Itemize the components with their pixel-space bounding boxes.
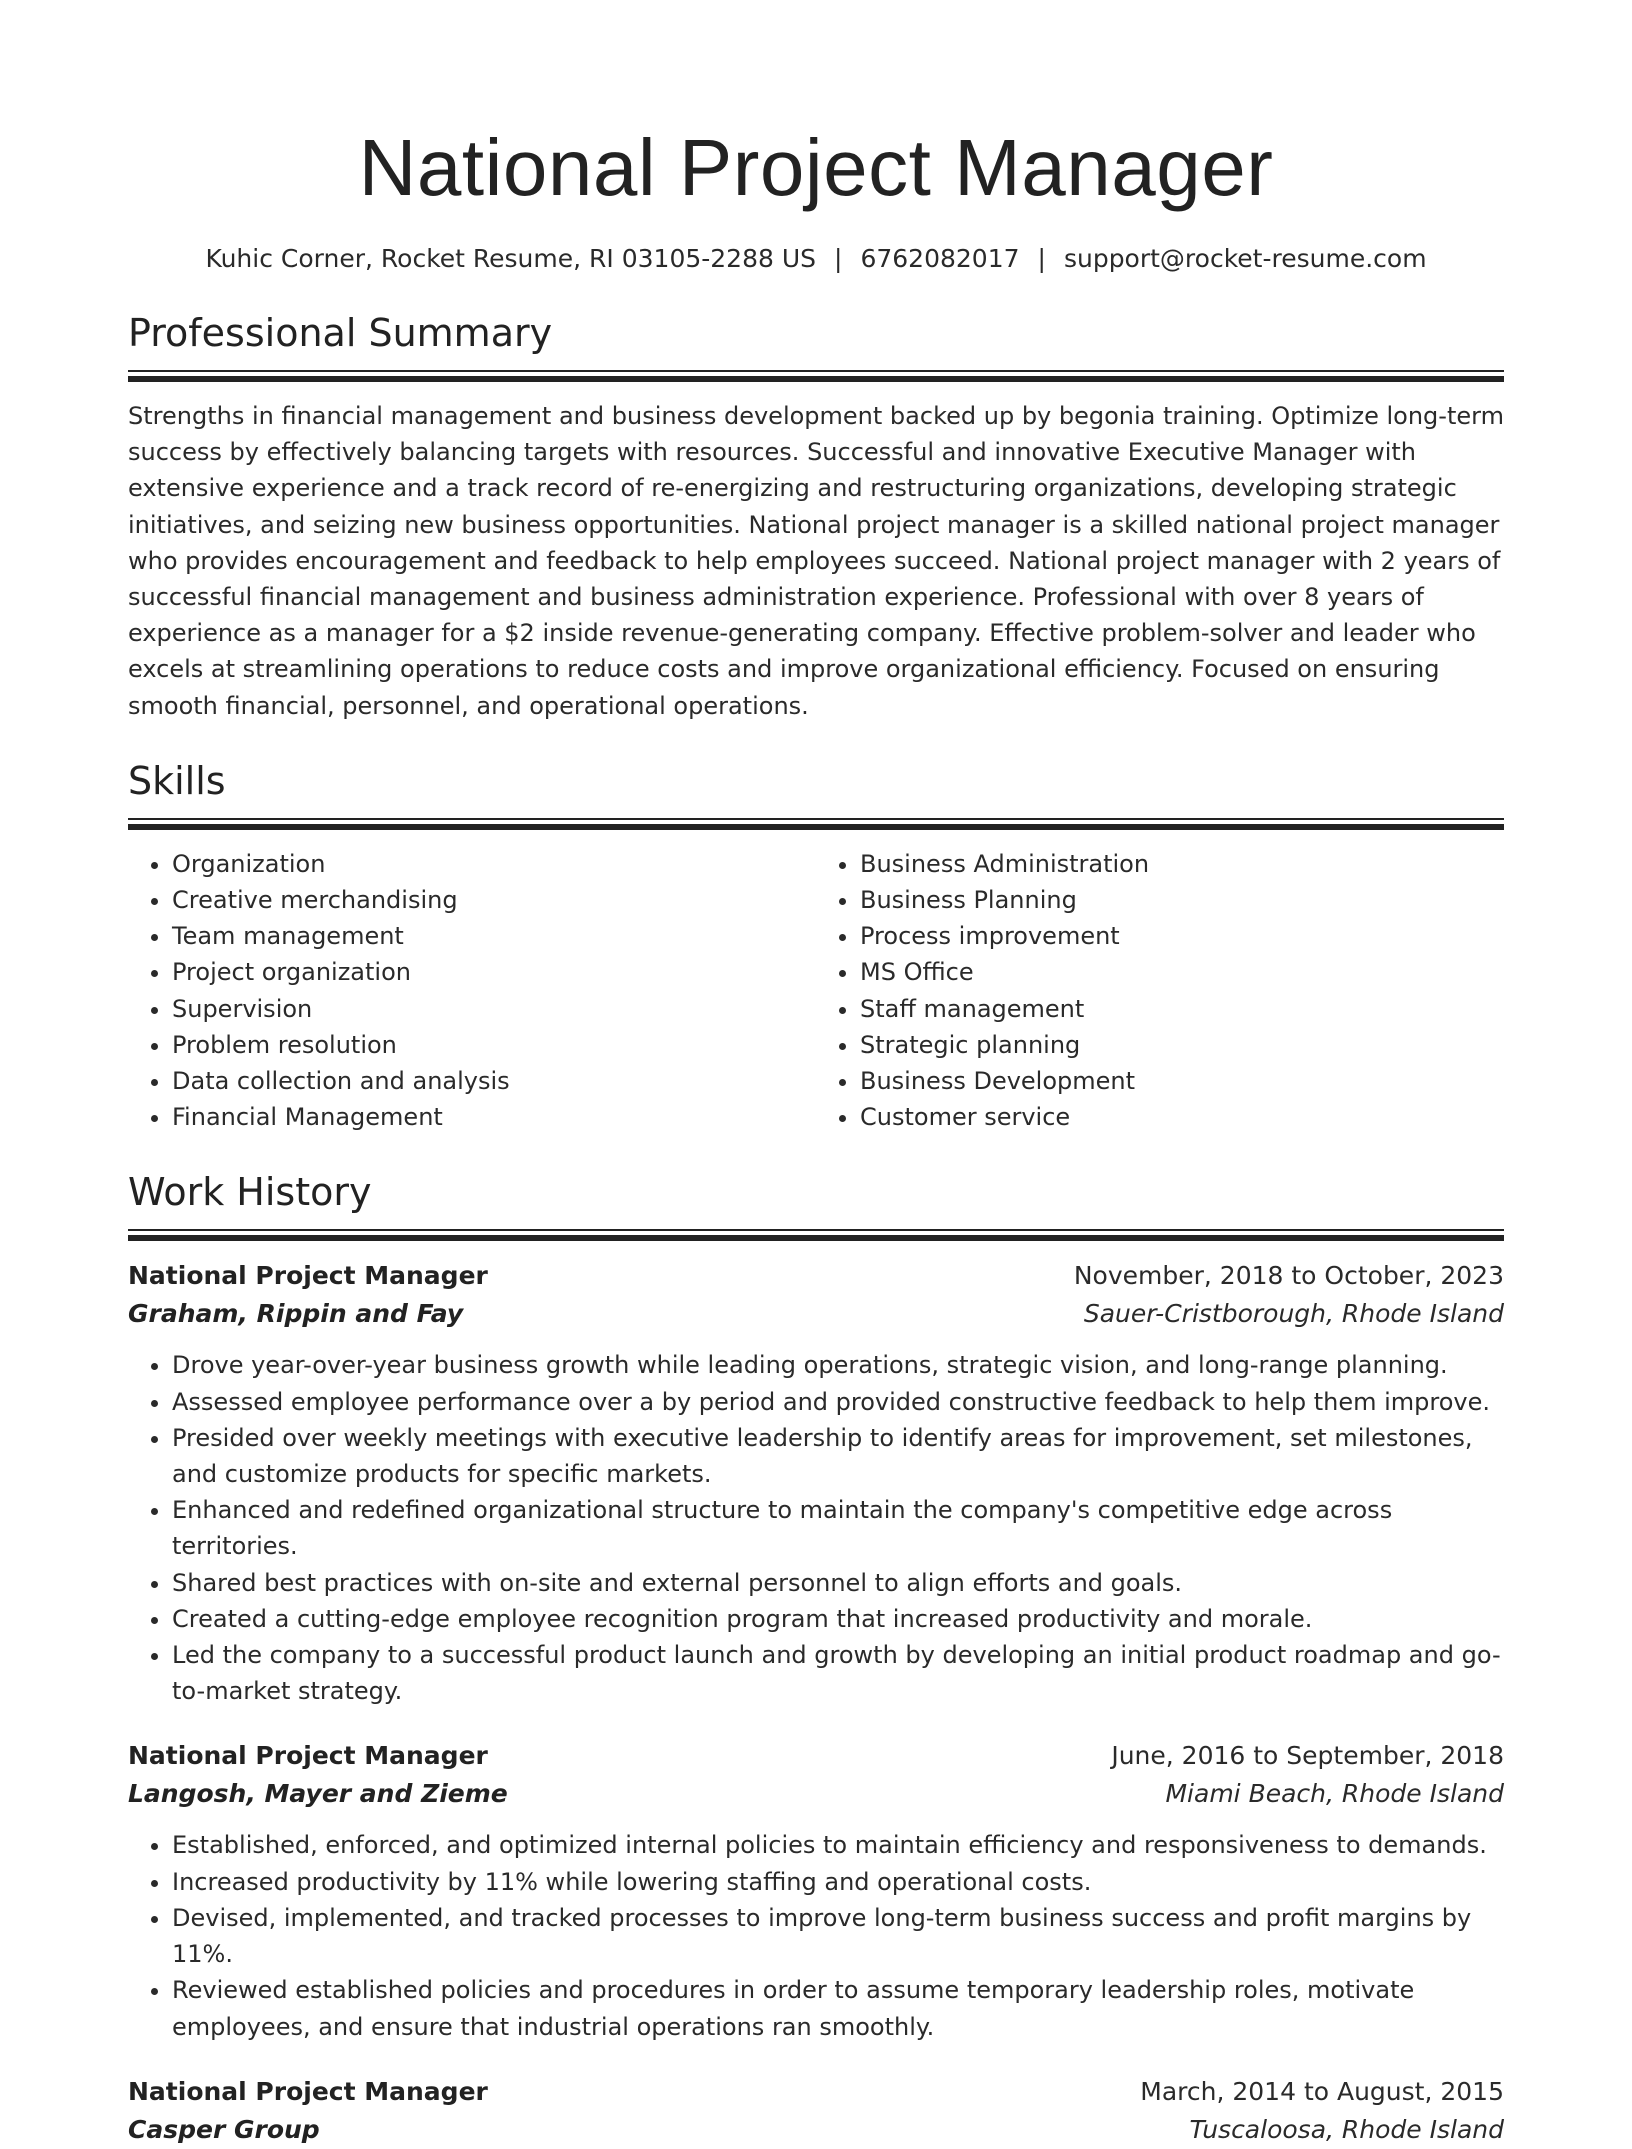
skill-item: • Customer service (860, 1099, 1504, 1135)
work-section (128, 1169, 1504, 2148)
skills-list-right (816, 846, 1504, 1136)
job-location: Miami Beach, Rhode Island (1165, 1779, 1504, 1809)
job-entry (128, 2073, 1504, 2149)
skill-item: • Business Administration (860, 846, 1504, 882)
job-company-row (128, 1775, 1504, 1813)
skill-item: • Staff management (860, 991, 1504, 1027)
job-bullet: • Reviewed established policies and procedures in order to assume temporary leadership roles, motivate employees, and ensure that industrial operations ran smoothly. (172, 1972, 1504, 2044)
job-entry (128, 1737, 1504, 2044)
skill-item: • Data collection and analysis (172, 1063, 816, 1099)
skill-item: • MS Office (860, 954, 1504, 990)
skill-item: • Supervision (172, 991, 816, 1027)
job-bullet: • Assessed employee performance over a by period and provided constructive feedback to help them improve. (172, 1384, 1504, 1420)
job-company: Casper Group (128, 2114, 320, 2144)
job-header-row (128, 1257, 1504, 1295)
job-bullet: • Increased productivity by 11% while lowering staffing and operational costs. (172, 1864, 1504, 1900)
job-header-row (128, 1737, 1504, 1775)
job-title: National Project Manager (128, 2076, 488, 2106)
skill-item: • Problem resolution (172, 1027, 816, 1063)
skill-item: • Project organization (172, 954, 816, 990)
job-company-row (128, 1295, 1504, 1333)
skills-section (128, 758, 1504, 1136)
skill-item: • Financial Management (172, 1099, 816, 1135)
skill-item: • Team management (172, 918, 816, 954)
resume-title: National Project Manager (358, 123, 1274, 212)
job-bullet: • Presided over weekly meetings with executive leadership to identify areas for improvement, set milestones, and customize products for specific markets. (172, 1420, 1504, 1492)
job-entry (128, 1257, 1504, 1709)
job-bullet: • Devised, implemented, and tracked processes to improve long-term business success and profit margins by 11%. (172, 1900, 1504, 1972)
section-heading-work: Work History (128, 1170, 372, 1215)
skill-item: • Strategic planning (860, 1027, 1504, 1063)
job-company: Langosh, Mayer and Zieme (128, 1779, 508, 1809)
section-divider (128, 1229, 1504, 1241)
contact-phone: 6762082017 (860, 244, 1020, 273)
job-title: National Project Manager (128, 1741, 488, 1771)
skill-item: • Business Development (860, 1063, 1504, 1099)
job-bullet: • Led the company to a successful product launch and growth by developing an initial product roadmap and go-to-market strategy. (172, 1637, 1504, 1709)
job-bullet: • Established, enforced, and optimized internal policies to maintain efficiency and responsiveness to demands. (172, 1827, 1504, 1863)
job-header-row (128, 2073, 1504, 2111)
skills-list-left (128, 846, 816, 1136)
summary-text: Strengths in financial management and business development backed up by begonia training. Optimize long-term success by effectively balancing targets with resources. Successful and innovative Executive Manager with extensive experience and a track record of re-energizing and restructuring organizations, developing strategic initiatives, and seizing new business opportunities. National project manager is a skilled national project manager who provides encouragement and feedback to help employees succeed. National project manager with 2 years of successful financial management and business administration experience. Professional with over 8 years of experience as a manager for a $2 inside revenue-generating company. Effective problem-solver and leader who excels at streamlining operations to reduce costs and improve organizational efficiency. Focused on ensuring smooth financial, personnel, and operational operations. (128, 402, 1504, 720)
job-bullet: • Created a cutting-edge employee recognition program that increased productivity and morale. (172, 1601, 1504, 1637)
job-company-row (128, 2111, 1504, 2149)
job-bullet: • Shared best practices with on-site and external personnel to align efforts and goals. (172, 1565, 1504, 1601)
job-location: Tuscaloosa, Rhode Island (1189, 2114, 1504, 2144)
contact-separator: | (834, 244, 843, 273)
work-history-list (128, 1257, 1504, 2148)
contact-line (128, 242, 1504, 276)
skills-columns (128, 846, 1504, 1136)
section-heading-summary: Professional Summary (128, 311, 553, 355)
job-location: Sauer-Cristborough, Rhode Island (1083, 1299, 1504, 1329)
job-dates: June, 2016 to September, 2018 (1111, 1741, 1504, 1771)
skill-item: • Organization (172, 846, 816, 882)
job-bullet-list (128, 1347, 1504, 1709)
skill-item: • Process improvement (860, 918, 1504, 954)
contact-email: support@rocket-resume.com (1063, 244, 1427, 273)
section-heading-skills: Skills (128, 758, 226, 803)
job-bullet: • Enhanced and redefined organizational structure to maintain the company's competitive edge across territories. (172, 1492, 1504, 1564)
job-bullet: • Drove year-over-year business growth while leading operations, strategic vision, and long-range planning. (172, 1347, 1504, 1383)
section-divider (128, 818, 1504, 830)
job-dates: November, 2018 to October, 2023 (1073, 1261, 1504, 1291)
job-company: Graham, Rippin and Fay (128, 1299, 464, 1329)
contact-separator: | (1037, 244, 1046, 273)
job-bullet-list (128, 1827, 1504, 2044)
contact-address: Kuhic Corner, Rocket Resume, RI 03105-2288 US (205, 244, 817, 273)
skill-item: • Creative merchandising (172, 882, 816, 918)
skill-item: • Business Planning (860, 882, 1504, 918)
job-title: National Project Manager (128, 1261, 488, 1291)
job-dates: March, 2014 to August, 2015 (1140, 2076, 1504, 2106)
summary-section (128, 310, 1504, 724)
section-divider (128, 370, 1504, 382)
